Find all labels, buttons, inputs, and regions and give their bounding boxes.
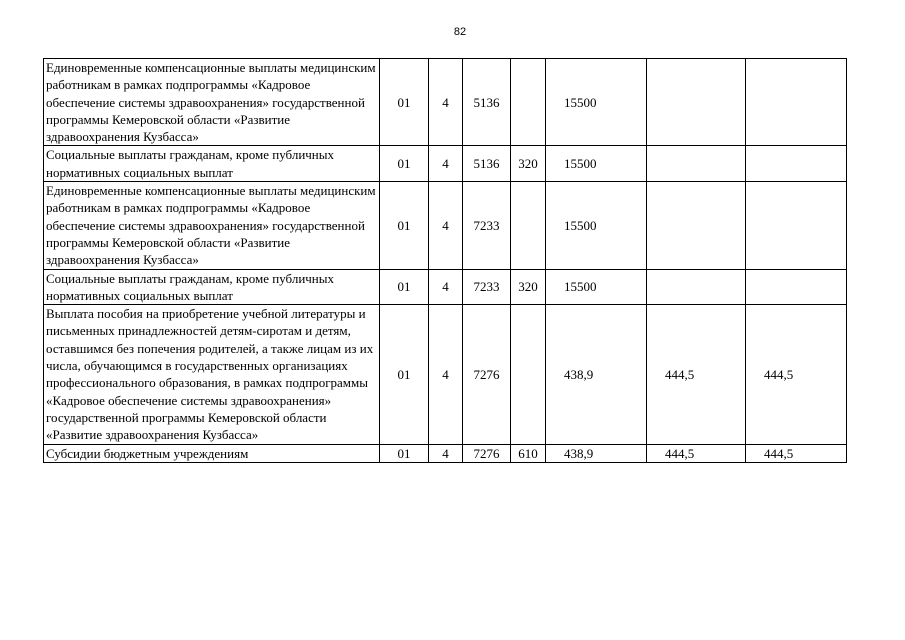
row-description: Субсидии бюджетным учреждениям [44,444,380,462]
expense-type-code: 320 [511,146,546,182]
subsection-code: 4 [429,182,463,269]
row-description: Единовременные компенсационные выплаты медицинским работникам в рамках подпрограммы «Кадровое обеспечение системы здравоохранения» государственной программы Кемеровской области «Развитие здравоохранения Кузбасса» [44,59,380,146]
expense-type-code: 320 [511,269,546,305]
section-code: 01 [380,305,429,444]
amount-2 [647,269,746,305]
amount-1: 15500 [546,146,647,182]
amount-1: 438,9 [546,444,647,462]
subsection-code: 4 [429,59,463,146]
row-description: Социальные выплаты гражданам, кроме публичных нормативных социальных выплат [44,146,380,182]
target-code: 7276 [463,444,511,462]
row-description: Выплата пособия на приобретение учебной литературы и письменных принадлежностей детям-сиротам и детям, оставшимся без попечения родителей, а также лицам из их числа, обучающимся в государственных организациях профессионального образования, в рамках подпрограммы «Кадровое обеспечение системы здравоохранения» государственной программы Кемеровской области «Развитие здравоохранения Кузбасса» [44,305,380,444]
amount-3 [746,146,847,182]
table-row [44,444,847,462]
table-row [44,182,847,269]
target-code: 7233 [463,182,511,269]
amount-3 [746,269,847,305]
amount-2: 444,5 [647,305,746,444]
row-description: Единовременные компенсационные выплаты медицинским работникам в рамках подпрограммы «Кадровое обеспечение системы здравоохранения» государственной программы Кемеровской области «Развитие здравоохранения Кузбасса» [44,182,380,269]
amount-2: 444,5 [647,444,746,462]
section-code: 01 [380,269,429,305]
amount-3 [746,182,847,269]
amount-1: 15500 [546,182,647,269]
page-number: 82 [453,26,467,38]
subsection-code: 4 [429,444,463,462]
target-code: 5136 [463,146,511,182]
target-code: 7276 [463,305,511,444]
subsection-code: 4 [429,146,463,182]
section-code: 01 [380,182,429,269]
expense-type-code [511,59,546,146]
expense-type-code [511,305,546,444]
amount-2 [647,182,746,269]
expense-type-code [511,182,546,269]
amount-2 [647,59,746,146]
expense-type-code: 610 [511,444,546,462]
amount-3: 444,5 [746,305,847,444]
table-row [44,305,847,444]
target-code: 7233 [463,269,511,305]
amount-3: 444,5 [746,444,847,462]
target-code: 5136 [463,59,511,146]
amount-1: 15500 [546,269,647,305]
section-code: 01 [380,59,429,146]
amount-1: 438,9 [546,305,647,444]
section-code: 01 [380,146,429,182]
table-row [44,59,847,146]
amount-1: 15500 [546,59,647,146]
budget-table [43,58,847,463]
amount-3 [746,59,847,146]
amount-2 [647,146,746,182]
subsection-code: 4 [429,269,463,305]
table-row [44,269,847,305]
subsection-code: 4 [429,305,463,444]
section-code: 01 [380,444,429,462]
row-description: Социальные выплаты гражданам, кроме публичных нормативных социальных выплат [44,269,380,305]
table-row [44,146,847,182]
